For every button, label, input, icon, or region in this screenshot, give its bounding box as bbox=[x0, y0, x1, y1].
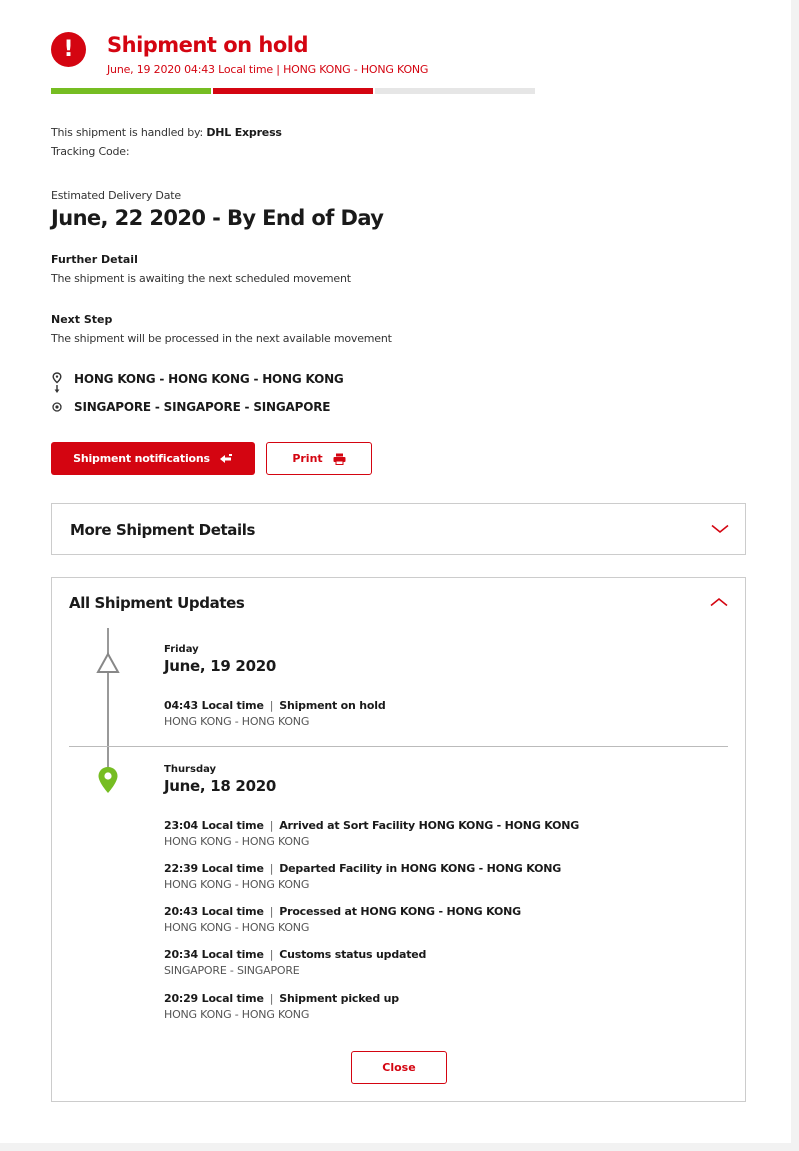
event-description: Processed at HONG KONG - HONG KONG bbox=[279, 905, 521, 918]
chevron-up-icon[interactable] bbox=[710, 597, 728, 607]
event-location: HONG KONG - HONG KONG bbox=[164, 878, 310, 891]
event-heading: 20:29 Local time | Shipment picked up bbox=[164, 992, 399, 1005]
more-shipment-details-title: More Shipment Details bbox=[70, 521, 255, 539]
event-description: Shipment on hold bbox=[279, 699, 386, 712]
progress-segment-pending bbox=[375, 88, 535, 94]
shipment-notifications-button[interactable] bbox=[51, 442, 255, 475]
event-time: 23:04 Local time bbox=[164, 819, 264, 832]
day-divider bbox=[69, 746, 728, 747]
timeline-event bbox=[164, 905, 521, 934]
event-heading: 20:43 Local time | Processed at HONG KONG - HONG KONG bbox=[164, 905, 521, 918]
more-shipment-details-panel[interactable] bbox=[51, 503, 746, 555]
next-step-label: Next Step bbox=[51, 313, 113, 326]
handled-by-label: This shipment is handled by: bbox=[51, 126, 204, 139]
event-time: 04:43 Local time bbox=[164, 699, 264, 712]
event-heading: 20:34 Local time | Customs status updated bbox=[164, 948, 427, 961]
event-location: SINGAPORE - SINGAPORE bbox=[164, 964, 300, 977]
event-heading: 22:39 Local time | Departed Facility in HONG KONG - HONG KONG bbox=[164, 862, 562, 875]
target-icon bbox=[52, 402, 62, 412]
tracking-code bbox=[51, 145, 129, 158]
event-time: 20:34 Local time bbox=[164, 948, 264, 961]
day-name: Friday bbox=[164, 644, 199, 655]
print-button[interactable] bbox=[266, 442, 372, 475]
timeline-event bbox=[164, 948, 426, 977]
day-date: June, 19 2020 bbox=[164, 657, 276, 675]
event-heading: 23:04 Local time | Arrived at Sort Facility HONG KONG - HONG KONG bbox=[164, 819, 580, 832]
triangle-marker-icon bbox=[96, 652, 120, 674]
eta-label: Estimated Delivery Date bbox=[51, 189, 181, 202]
route-destination: SINGAPORE - SINGAPORE - SINGAPORE bbox=[74, 400, 331, 414]
further-detail-text: The shipment is awaiting the next scheduled movement bbox=[51, 272, 351, 285]
status-subtitle: June, 19 2020 04:43 Local time | HONG KONG - HONG KONG bbox=[107, 63, 429, 76]
event-description: Shipment picked up bbox=[279, 992, 399, 1005]
day-name: Thursday bbox=[164, 764, 217, 775]
timeline-event bbox=[164, 862, 561, 891]
notification-hand-icon bbox=[219, 453, 233, 465]
event-location: HONG KONG - HONG KONG bbox=[164, 715, 310, 728]
close-button[interactable]: Close bbox=[351, 1051, 447, 1084]
green-location-pin-icon bbox=[97, 766, 119, 794]
carrier-name: DHL Express bbox=[206, 126, 282, 139]
all-shipment-updates-title: All Shipment Updates bbox=[69, 594, 245, 612]
shipment-notifications-label: Shipment notifications bbox=[73, 452, 210, 465]
event-description: Departed Facility in HONG KONG - HONG KONG bbox=[279, 862, 562, 875]
timeline-event bbox=[164, 819, 579, 848]
timeline-line bbox=[107, 628, 109, 768]
timeline-event bbox=[164, 699, 386, 728]
event-description: Arrived at Sort Facility HONG KONG - HONG KONG bbox=[279, 819, 580, 832]
status-title: Shipment on hold bbox=[107, 33, 309, 57]
handled-by bbox=[51, 126, 282, 139]
event-heading: 04:43 Local time | Shipment on hold bbox=[164, 699, 386, 712]
event-location: HONG KONG - HONG KONG bbox=[164, 835, 310, 848]
printer-icon bbox=[333, 453, 346, 465]
event-location: HONG KONG - HONG KONG bbox=[164, 1008, 310, 1021]
progress-bar bbox=[51, 88, 535, 94]
print-label: Print bbox=[292, 452, 323, 465]
location-pin-icon bbox=[52, 372, 62, 396]
tracking-code-label: Tracking Code: bbox=[51, 145, 130, 158]
eta-value: June, 22 2020 - By End of Day bbox=[51, 206, 384, 230]
event-location: HONG KONG - HONG KONG bbox=[164, 921, 310, 934]
route-origin: HONG KONG - HONG KONG - HONG KONG bbox=[74, 372, 344, 386]
progress-segment-current bbox=[213, 88, 373, 94]
event-time: 22:39 Local time bbox=[164, 862, 264, 875]
further-detail-label: Further Detail bbox=[51, 253, 138, 266]
day-date: June, 18 2020 bbox=[164, 777, 276, 795]
timeline-event bbox=[164, 992, 399, 1021]
progress-segment-complete bbox=[51, 88, 211, 94]
alert-icon: ! bbox=[51, 32, 86, 67]
next-step-text: The shipment will be processed in the next available movement bbox=[51, 332, 392, 345]
chevron-down-icon[interactable] bbox=[711, 524, 729, 534]
event-description: Customs status updated bbox=[279, 948, 427, 961]
event-time: 20:43 Local time bbox=[164, 905, 264, 918]
event-time: 20:29 Local time bbox=[164, 992, 264, 1005]
